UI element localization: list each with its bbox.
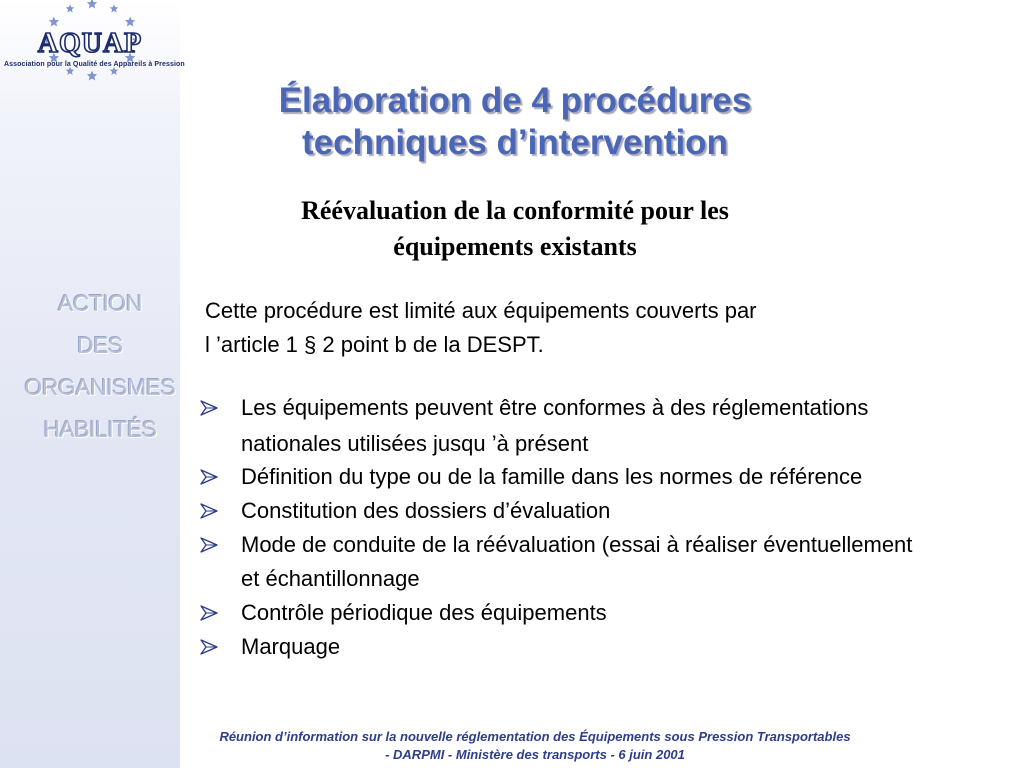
arrow-chevron-icon [200,605,218,621]
logo-wordmark-text: AQUAP [37,28,143,58]
vertical-title-line: DES [77,332,123,358]
logo-tagline: Association pour la Qualité des Appareils à Pression [4,61,185,68]
bullet-text: Contrôle périodique des équipements [241,600,607,625]
intro-line: Cette procédure est limité aux équipements couverts par [205,298,757,323]
arrow-chevron-icon [200,503,218,519]
bullet-item [196,596,936,630]
bullet-item [196,494,936,528]
footer-line: Réunion d’information sur la nouvelle réglementation des Équipements sous Pression Transportables [219,729,851,744]
logo-wordmark [30,28,150,58]
sidebar [0,0,185,768]
arrow-chevron-icon [200,469,218,485]
bullet-text: Mode de conduite de la réévaluation (essai à réaliser éventuellement et échantillonnage [241,532,913,591]
logo [0,0,185,92]
bullet-text: Marquage [241,634,341,659]
star-icon [49,17,59,27]
vertical-section-title [0,282,200,450]
slide-title [190,80,840,164]
slide-title-line: techniques d’intervention [302,123,728,162]
slide-subtitle-line: équipements existants [393,232,637,261]
bullet-text: Constitution des dossiers d’évaluation [241,498,611,523]
vertical-title-line: ORGANISMES [24,374,176,400]
star-icon [87,71,97,81]
arrow-chevron-icon [200,400,218,416]
bullet-item [196,528,936,596]
intro-line: l ’article 1 § 2 point b de la DESPT. [205,332,544,357]
slide-title-line: Élaboration de 4 procédures [278,81,752,120]
star-icon [110,4,119,12]
bullet-item [196,460,936,494]
vertical-title-line: ACTION [58,290,142,316]
vertical-title-line: HABILITÉS [43,416,157,442]
slide-subtitle-line: Réévaluation de la conformité pour les [301,196,729,225]
star-icon [66,4,75,12]
bullet-text: Les équipements peuvent être conformes à des réglementations nationales utilisées jusqu ’à présent [241,395,869,456]
bullet-text: Définition du type ou de la famille dans les normes de référence [241,464,863,489]
slide-footer [180,728,890,764]
bullet-item [196,390,936,462]
bullet-item [196,630,936,664]
bullet-list [196,390,936,664]
slide-subtitle [205,193,825,265]
intro-paragraph [205,294,935,362]
star-icon [87,0,97,8]
arrow-chevron-icon [200,537,218,553]
star-icon [125,17,135,27]
arrow-chevron-icon [200,639,218,655]
footer-line: - DARPMI - Ministère des transports - 6 juin 2001 [385,747,685,762]
